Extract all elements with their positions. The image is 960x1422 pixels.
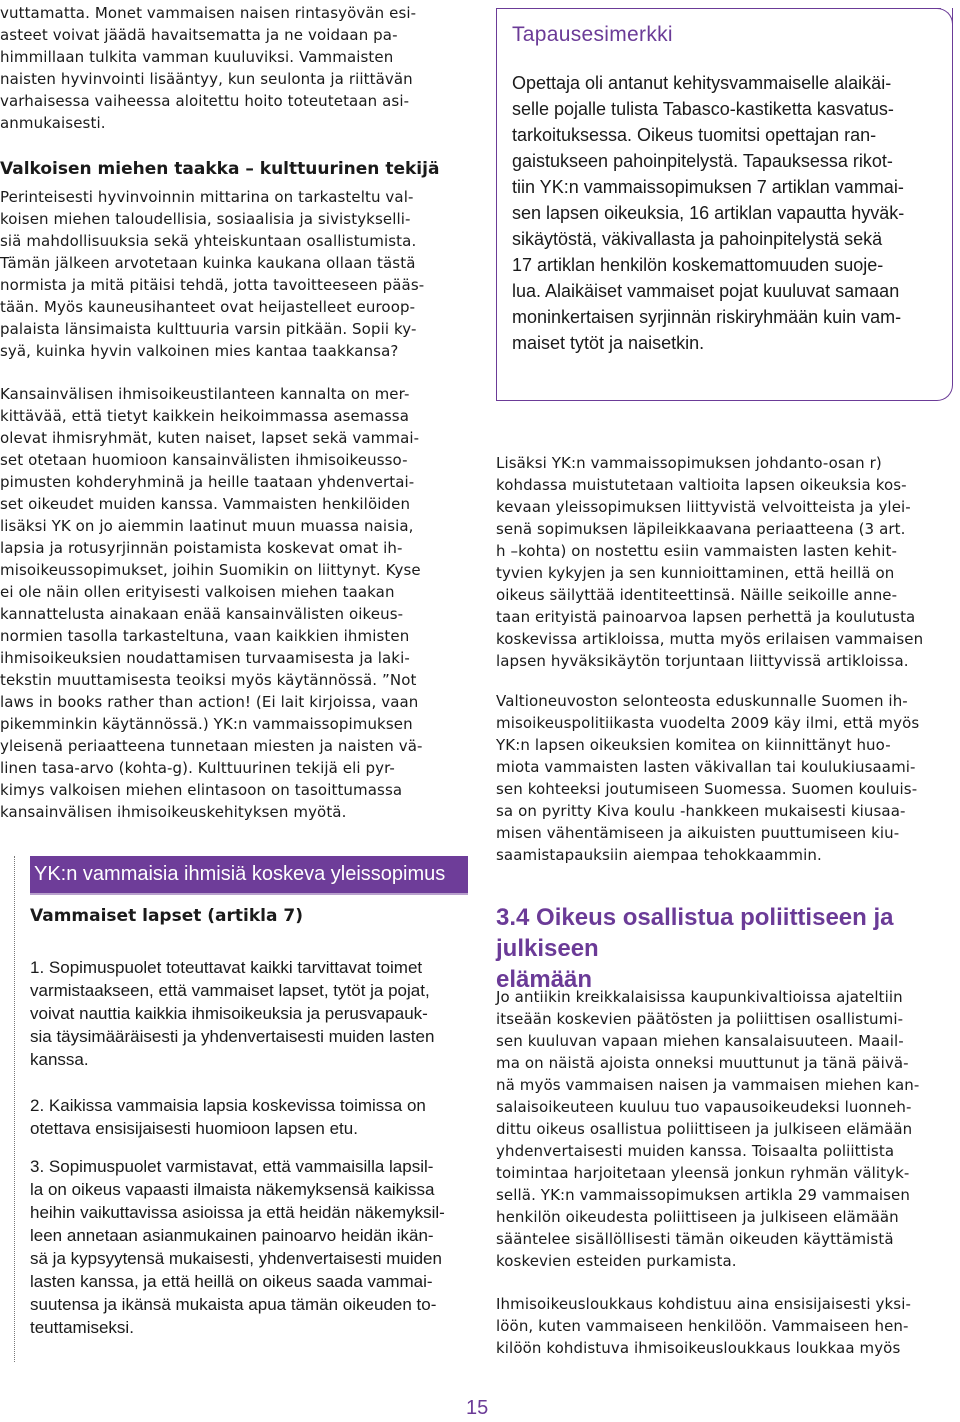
- section-title-3-4: 3.4 Oikeus osallistua poliittiseen ja julkiseen elämään: [496, 904, 894, 993]
- treaty-subheading: Vammaiset lapset (artikla 7): [30, 906, 303, 926]
- paragraph-antiikin-kreikkalaisissa: Jo antiikin kreikkalaisissa kaupunkivaltioissa ajateltiin itseään koskevien päätösten ja poliittisen osallistumi- sen kuuluvan vapaan miehen kansalaisuuteen. Maail- ma on näistä ajoista onneksi muuttunut ja tänä päivä- nä myös vammaisen naisen ja vammaisen miehen kan- salaisoikeuteen kuuluu tuo vapausoikeudeksi luonneh- dittu oikeus osallistua poliittiseen ja julkiseen elämään yhdenvertaisesti muiden kanssa. Toisaalta poliittista toimintaa harjoitetaan yleensä jonkun ryhmän välityk- sellä. YK:n vammaissopimuksen artikla 29 vammaisen henkilön oikeudesta poliittiseen ja julkiseen elämään sääntelee sisällöllisesti tämän oikeuden käyttämistä koskevien esteiden purkamista.: [496, 988, 920, 1270]
- treaty-item-3: 3. Sopimuspuolet varmistavat, että vammaisilla lapsil- la on oikeus vapaasti ilmaista näkemyksensä kaikissa heihin vaikuttavissa asioissa ja että heidän näkemyksil- leen annetaan asianmukainen painoarvo heidän ikän- sä ja kypsyytensä mukaisesti, yhdenvertaisesti muiden lasten kanssa, ja että heillä on oikeus saada vammai- suutensa ja ikänsä mukaista apua tämän oikeuden to- teuttamiseksi.: [30, 1157, 445, 1337]
- page-number: 15: [466, 1397, 489, 1419]
- treaty-item-1: 1. Sopimuspuolet toteuttavat kaikki tarvittavat toimet varmistaakseen, että vammaiset lapset, tytöt ja pojat, voivat nauttia kaikkia ihmisoikeuksia ja perusvapauk- sia täysimääräisesti ja yhdenvertaisesti muiden lasten kanssa.: [30, 958, 435, 1069]
- case-box-text: Opettaja oli antanut kehitysvammaiselle alaikäi- selle pojalle tulista Tabasco-kastiketta kasvatus- tarkoituksessa. Oikeus tuomitsi opettajan ran- gaistukseen pahoinpitelystä. Tapauksessa rikot- tiin YK:n vammaissopimuksen 7 artiklan vammai- sen lapsen oikeuksia, 16 artiklan vapautta hyväk- sikäytöstä, väkivallasta ja pahoinpitelystä sekä 17 artiklan henkilön koskemattomuuden suoje- lua. Alaikäiset vammaiset pojat kuuluvat samaan moninkertaisen syrjinnän riskiryhmään kuin vam- maiset tytöt ja naisetkin.: [512, 73, 905, 353]
- paragraph-ihmisoikeusloukkaus: Ihmisoikeusloukkaus kohdistuu aina ensisijaisesti yksi- löön, kuten vammaiseen henkilöön. Vammaiseen hen- kilöön kohdistuva ihmisoikeusloukkaus loukkaa myös: [496, 1295, 912, 1357]
- paragraph-johdanto-osan: Lisäksi YK:n vammaissopimuksen johdanto-osan r) kohdassa muistutetaan valtioita lapsen oikeuksia kos- kevaan yleissopimuksen liittyvistä velvoitteista ja ylei- senä sopimuksen läpileikkaavana periaatteena (3 art. h –kohta) on nostettu esiin vammaisten lasten kehit- tyvien kykyjen ja sen kunnioittaminen, että heillä on oikeus säilyttää identiteettinsä. Näille seikoille anne- taan erityistä painoarvoa lapsen perhettä ja koulutusta koskevissa artikloissa, mutta myös erilaisen vammaisen lapsen hyväksikäytön torjuntaan liittyvissä artikloissa.: [496, 454, 924, 670]
- paragraph-valtioneuvoston-selonteosta: Valtioneuvoston selonteosta eduskunnalle Suomen ih- misoikeuspolitiikasta vuodelta 2009 käy ilmi, että myös YK:n lapsen oikeuksien komitea on kiinnittänyt huo- miota vammaisten lasten väkivallan tai koulukiusaami- sen kohteeksi joutumiseen Suomessa. Suomen kouluis- sa on pyritty Kiva koulu -hankkeen mukaisesti kiusaa- misen vähentämiseen ja aikuisten puuttumiseen kiu- saamistapauksiin aiempaa tehokkaammin.: [496, 692, 920, 864]
- treaty-item-2: 2. Kaikissa vammaisia lapsia koskevissa toimissa on otettava ensisijaisesti huomioon lapsen etu.: [30, 1096, 426, 1138]
- treaty-title-band: [30, 856, 468, 893]
- paragraph-kansainvalisen-ihmisoikeus: Kansainvälisen ihmisoikeustilanteen kannalta on mer- kittävää, että tietyt kaikkein heikoimmassa asemassa olevat ihmisryhmät, kuten naiset, lapset sekä vammai- set otetaan huomioon kansainvälisten ihmisoikeusso- pimusten kohderyhminä ja heille taataan yhdenvertai- set oikeudet muiden kanssa. Vammaisten henkilöiden lisäksi YK on jo aiemmin laatinut muun muassa naisia, lapsia ja rotusyrjinnän poistamista koskevat omat ih- misoikeussopimukset, joihin Suomikin on liittynyt. Kyse ei ole näin ollen erityisesti valkoisen miehen taakan kannattelusta ainakaan enää kansainvälisten oikeus- normien tasolla tarkasteltuna, vaan kaikkien ihmisten ihmisoikeuksien noudattamisen turvaamisesta ja laki- tekstin muuttamisesta teoiksi myös käytännössä. ”Not laws in books rather than action! (Ei lait kirjoissa, vaan pikemminkin käytännössä.) YK:n vammaissopimuksen yleisenä periaatteena tunnetaan miesten ja naisten vä- linen tasa-arvo (kohta-g). Kulttuurinen tekijä eli pyr- kimys valkoisen miehen elintasoon on tasoittumassa kansainvälisen ihmisoikeuskehityksen myötä.: [0, 385, 423, 821]
- treaty-title: YK:n vammaisia ihmisiä koskeva yleissopimus: [34, 863, 446, 885]
- intro-paragraph: vuttamatta. Monet vammaisen naisen rintasyövän esi- asteet voivat jäädä havaitsematta ja ne voidaan pa- himmillaan tulkita vamman kuuluviksi. Vammaisten naisten hyvinvointi lisääntyy, kun seulonta ja riittävän varhaisessa vaiheessa aloitettu hoito toteutetaan asi- anmukaisesti.: [0, 4, 417, 132]
- paragraph-hyvinvoinnin-mittarina: Perinteisesti hyvinvoinnin mittarina on tarkasteltu val- koisen miehen taloudellisia, sosiaalisia ja sivistyksel​li- siä mahdollisuuksia sekä yhteiskuntaan osallistumista. Tämän jälkeen arvotetaan kuinka kaukana ollaan tästä normista ja mitä pitäisi tehdä, jotta tavoitteeseen pääs- tään. Myös kauneusihanteet ovat heijastelleet euroop- palaista länsimaista kulttuuria varsin pitkään. Sopii ky- syä, kuinka hyvin valkoinen mies kantaa taakkansa?: [0, 188, 425, 360]
- treaty-side-rule: [14, 856, 15, 1362]
- section-heading-valkoisen-miehen-taakka: Valkoisen miehen taakka – kulttuurinen tekijä: [0, 159, 440, 179]
- case-box-title: Tapausesimerkki: [512, 23, 673, 46]
